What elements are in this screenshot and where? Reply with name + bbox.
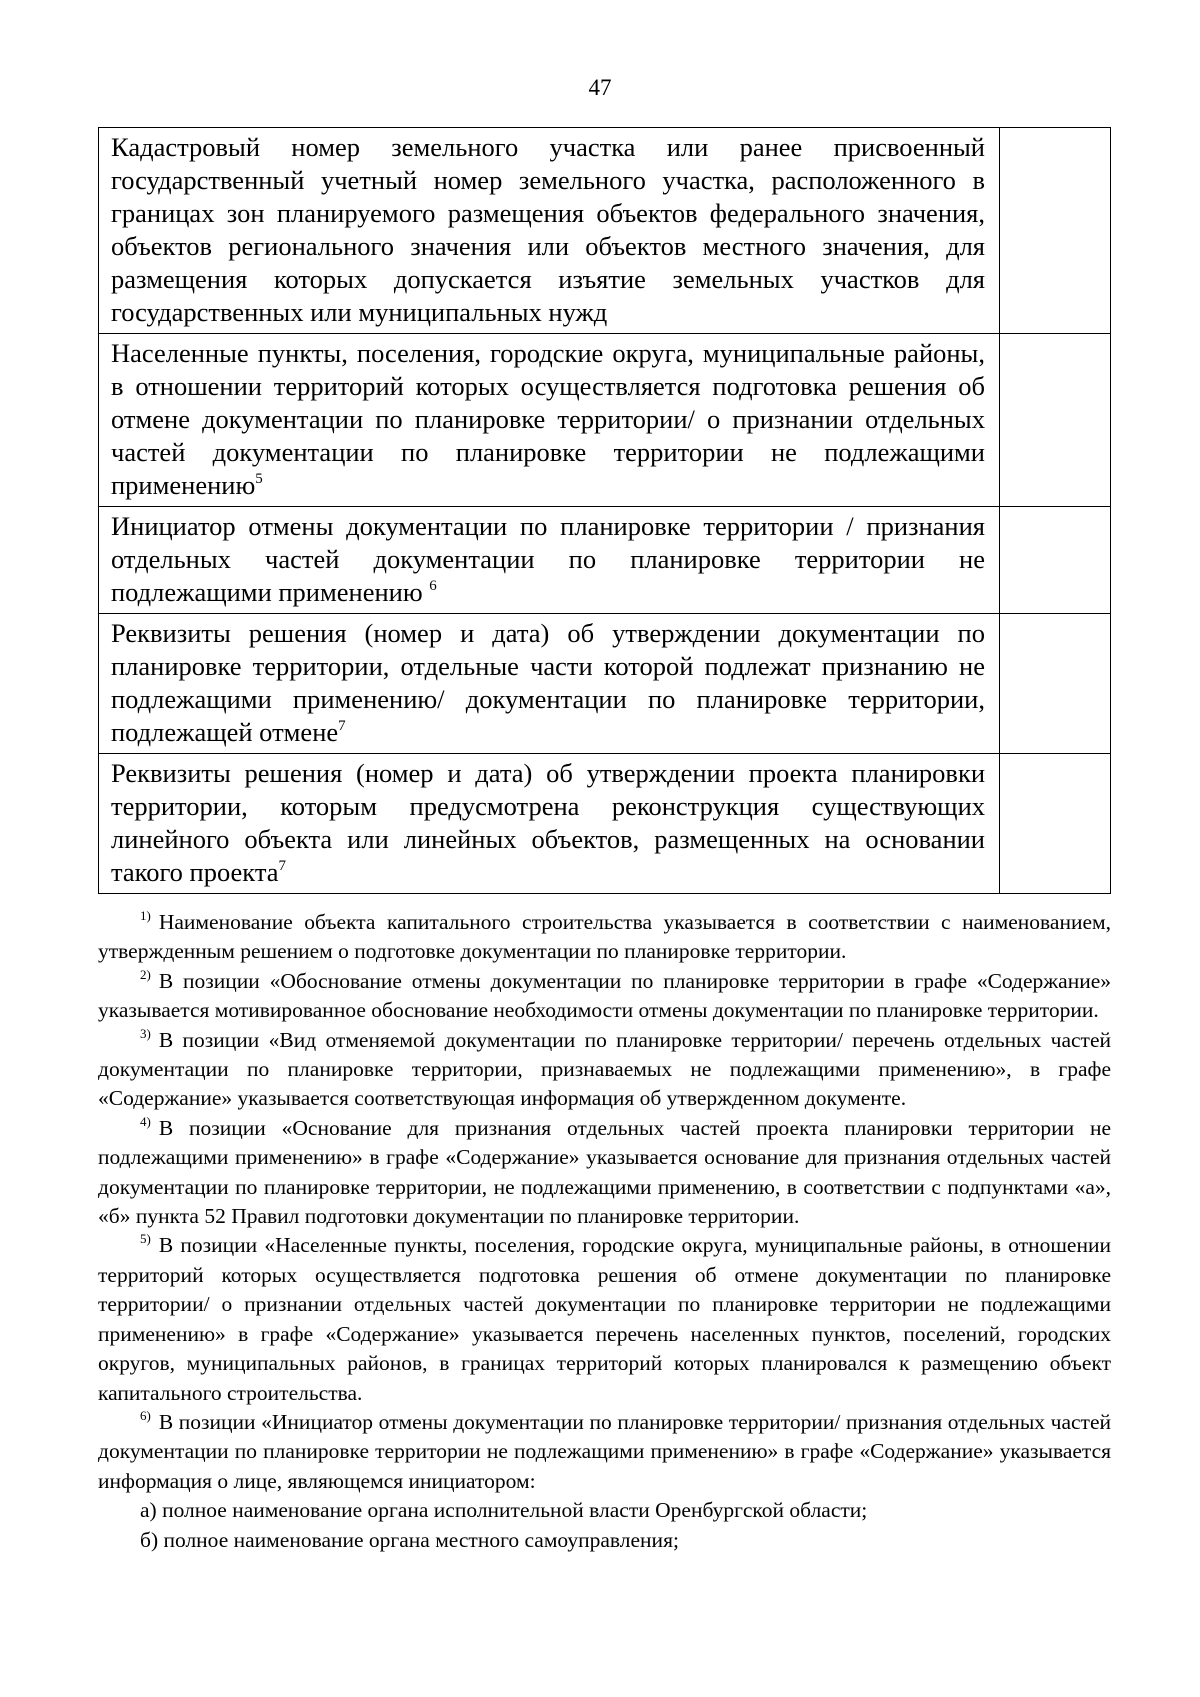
footnote-mark: 2) <box>140 966 151 982</box>
table-row <box>99 334 1111 507</box>
footnote-text: В позиции «Вид отменяемой документации по планировке территории/ перечень отдельных частей документации по планировке территории, признаваемых не подлежащими применению», в графе «Содержание» указывается соответствующая информация об утвержденном документе. <box>98 1027 1111 1111</box>
row-value-cell <box>1000 754 1111 894</box>
row-label-text: Кадастровый номер земельного участка или ранее присвоенный государственный учетный номер земельного участка, расположенного в границах зон планируемого размещения объектов федерального значения, объектов регионального значения или объектов местного значения, для размещения которых допускается изъятие земельных участков для государственных или муниципальных нужд <box>111 132 985 327</box>
footnote-mark: 3) <box>140 1025 151 1041</box>
row-label <box>99 334 1000 507</box>
footnote-text: В позиции «Основание для признания отдельных частей проекта планировки территории не подлежащими применению» в графе «Содержание» указывается основание для признания отдельных частей документации по планировке территории, не подлежащими применению, в соответствии с подпунктами «а», «б» пункта 52 Правил подготовки документации по планировке территории. <box>98 1115 1111 1229</box>
row-label <box>99 507 1000 614</box>
footnote <box>98 1026 1111 1114</box>
table-row <box>99 754 1111 894</box>
table-row <box>99 128 1111 334</box>
list-item: б) полное наименование органа местного самоуправления; <box>140 1527 679 1552</box>
footnote-ref: 5 <box>255 471 263 487</box>
row-label <box>99 128 1000 334</box>
footnote-text: В позиции «Населенные пункты, поселения, городские округа, муниципальные районы, в отношении территорий которых осуществляется подготовка решения об отмене документации по планировке территории/ о признании отдельных частей документации по планировке территории не подлежащими применению» в графе «Содержание» указывается перечень населенных пунктов, поселений, городских округов, муниципальных районов, в границах территорий которых планировался к размещению объект капитального строительства. <box>98 1233 1111 1405</box>
footnotes <box>98 908 1111 1555</box>
row-label-text: Инициатор отмены документации по планировке территории / признания отдельных частей документации по планировке территории не подлежащими применению <box>111 511 985 607</box>
footnote-ref: 7 <box>278 858 286 874</box>
footnote <box>98 1114 1111 1232</box>
list-item: а) полное наименование органа исполнительной власти Оренбургской области; <box>140 1498 868 1523</box>
footnote-mark: 4) <box>140 1113 151 1129</box>
table-row <box>99 614 1111 754</box>
page-number: 47 <box>588 75 612 100</box>
row-value-cell <box>1000 614 1111 754</box>
row-label-text: Реквизиты решения (номер и дата) об утверждении проекта планировки территории, которым предусмотрена реконструкция существующих линейного объекта или линейных объектов, размещенных на основании такого проекта <box>111 758 985 887</box>
row-value-cell <box>1000 507 1111 614</box>
row-label-text: Реквизиты решения (номер и дата) об утверждении документации по планировке территории, отдельные части которой подлежат признанию не подлежащими применению/ документации по планировке территории, подлежащей отмене <box>111 618 985 747</box>
footnote-text: В позиции «Инициатор отмены документации по планировке территории/ признания отдельных частей документации по планировке территории не подлежащими применению» в графе «Содержание» указывается информация о лице, являющемся инициатором: <box>98 1409 1111 1493</box>
footnote <box>98 1408 1111 1496</box>
table-row <box>99 507 1111 614</box>
footnote-text: Наименование объекта капитального строительства указывается в соответствии с наименованием, утвержденным решением о подготовке документации по планировке территории. <box>98 910 1111 964</box>
footnote <box>98 967 1111 1026</box>
row-value-cell <box>1000 334 1111 507</box>
row-label <box>99 614 1000 754</box>
footnote-mark: 6) <box>140 1407 151 1423</box>
footnote-ref: 7 <box>338 718 346 734</box>
footnote <box>98 908 1111 967</box>
footnote-mark: 5) <box>140 1231 151 1247</box>
footnote-text: В позиции «Обоснование отмены документации по планировке территории в графе «Содержание» указывается мотивированное обоснование необходимости отмены документации по планировке территории. <box>98 968 1111 1023</box>
row-value-cell <box>1000 128 1111 334</box>
footnote-ref: 6 <box>429 578 437 594</box>
footnote <box>98 1231 1111 1407</box>
row-label <box>99 754 1000 894</box>
footnote-mark: 1) <box>140 908 151 923</box>
row-label-text: Населенные пункты, поселения, городские округа, муниципальные районы, в отношении территорий которых осуществляется подготовка решения об отмене документации по планировке территории/ о признании отдельных частей документации по планировке территории не подлежащими применению <box>111 338 985 500</box>
form-table <box>98 127 1111 894</box>
